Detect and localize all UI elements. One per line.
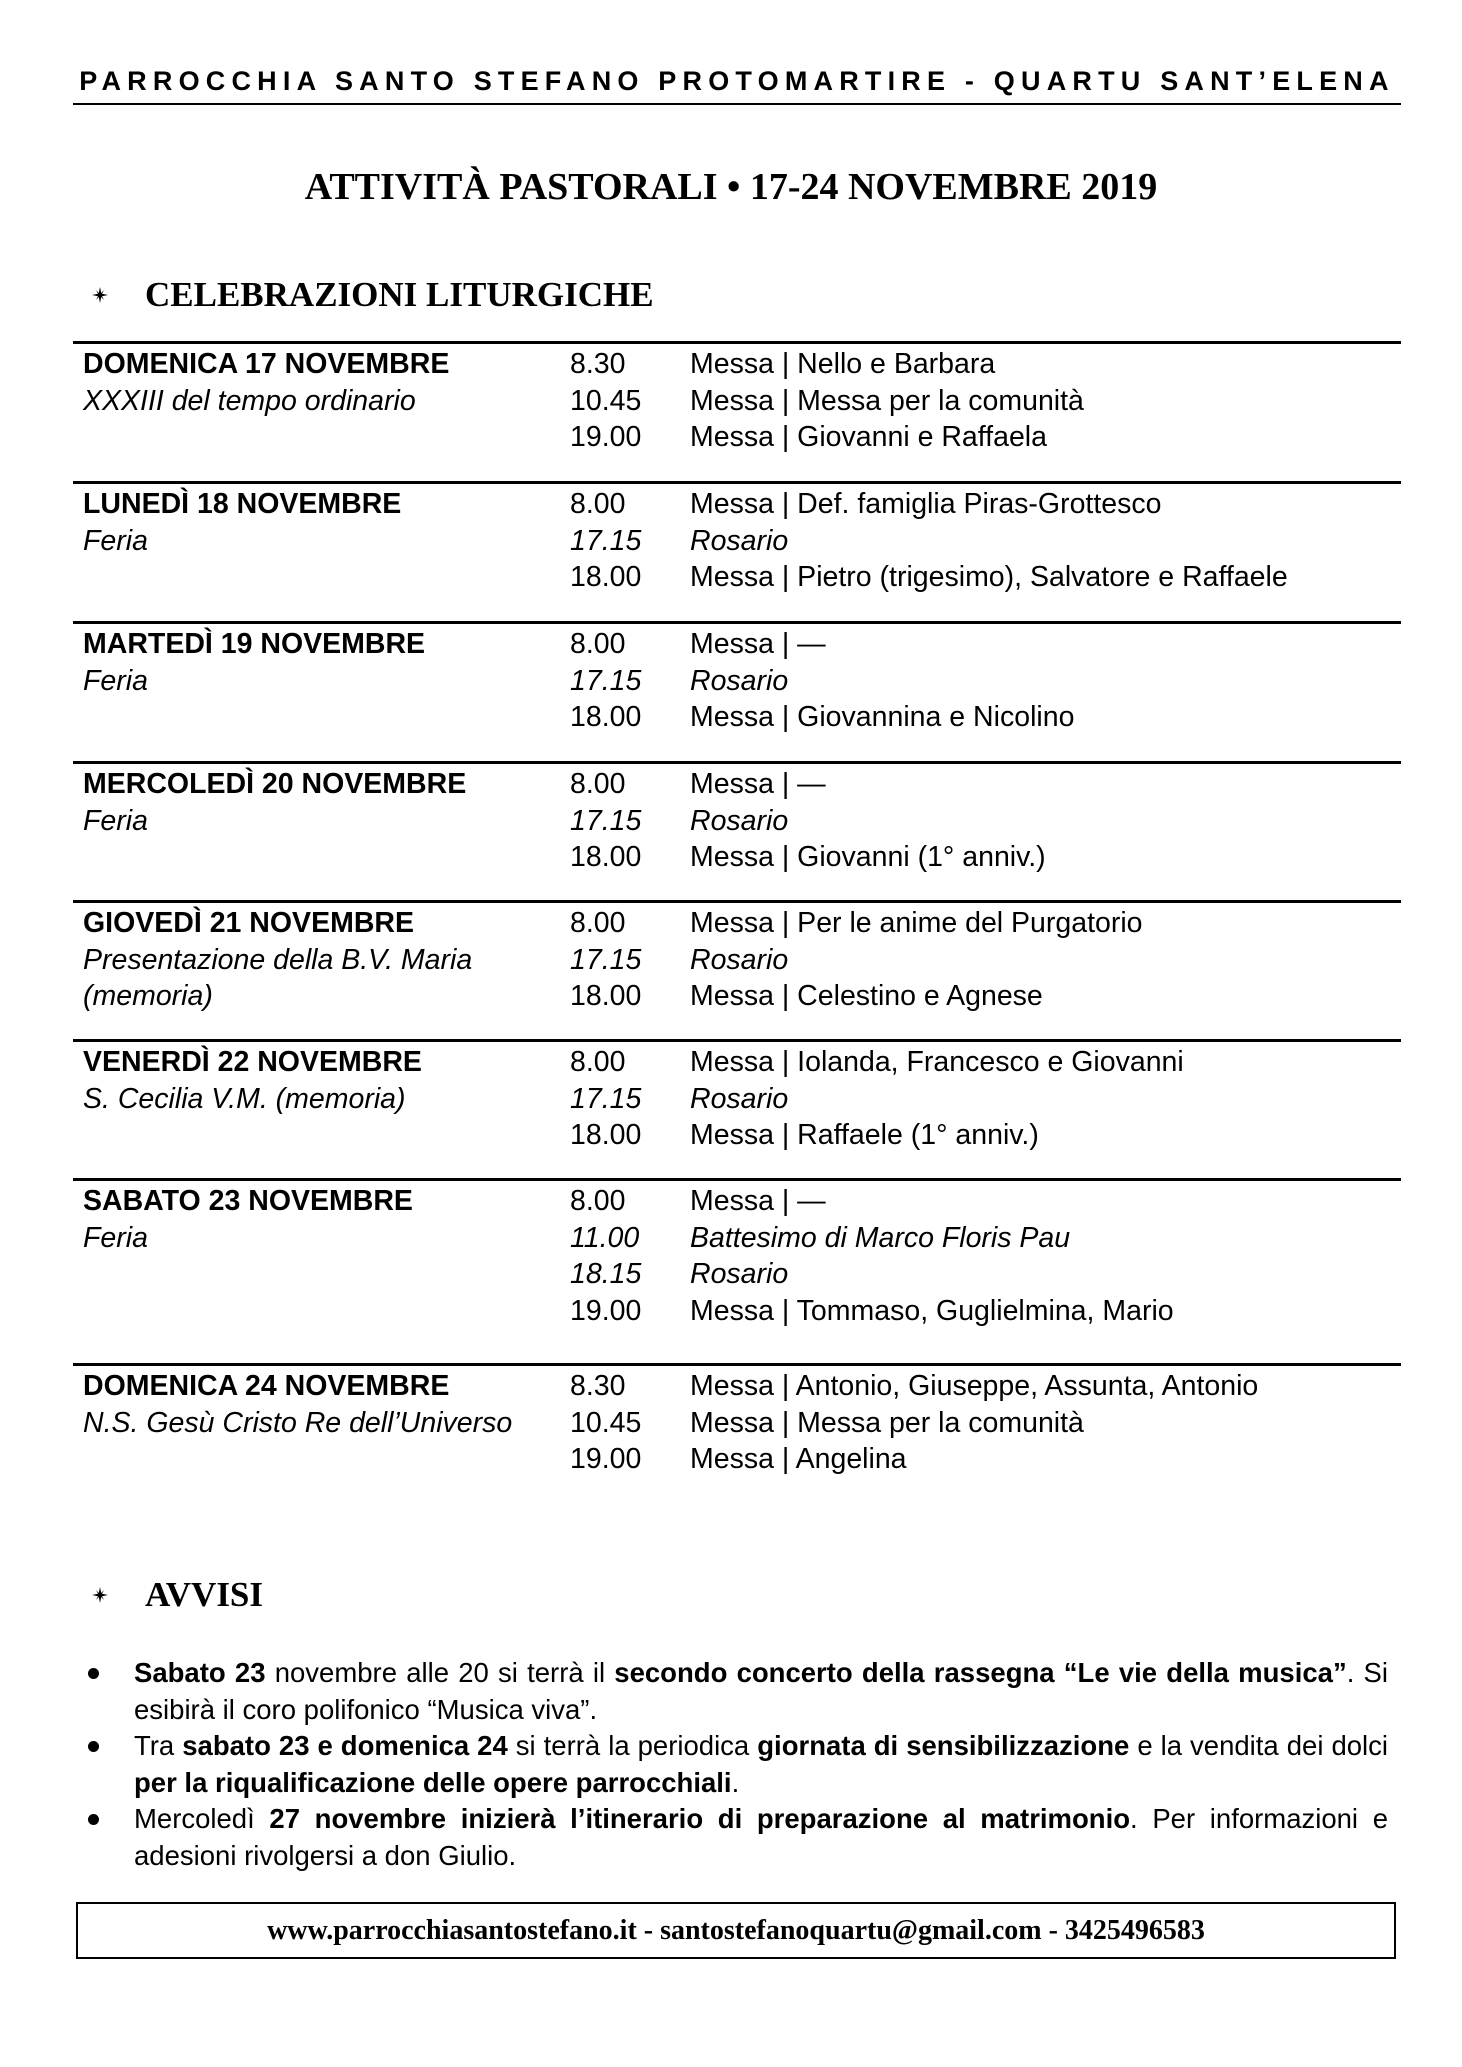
event-description: Messa | Tommaso, Guglielmina, Mario xyxy=(690,1294,1174,1327)
day-subtitle: Presentazione della B.V. Maria xyxy=(83,943,473,976)
event-description: Rosario xyxy=(690,1082,789,1115)
day-subtitle: N.S. Gesù Cristo Re dell’Universo xyxy=(83,1406,513,1439)
event-time: 17.15 xyxy=(570,1082,642,1115)
event-time: 8.00 xyxy=(570,907,626,939)
notice-text: . xyxy=(731,1766,740,1798)
event-time: 8.30 xyxy=(570,348,626,380)
event-time: 8.00 xyxy=(570,1185,626,1217)
event-description: Messa | — xyxy=(690,768,826,800)
day-name: MARTEDÌ 19 NOVEMBRE xyxy=(83,628,426,660)
event-description: Messa | Def. famiglia Piras-Grottesco xyxy=(690,488,1162,520)
day-name: MERCOLEDÌ 20 NOVEMBRE xyxy=(83,768,467,800)
event-description: Messa | Raffaele (1° anniv.) xyxy=(690,1119,1039,1151)
star-icon xyxy=(90,1585,110,1605)
event-time: 10.45 xyxy=(570,1406,642,1439)
event-description: Rosario xyxy=(690,664,789,697)
day-block xyxy=(73,341,1401,484)
event-description: Messa | Angelina xyxy=(690,1443,907,1475)
notice-text: novembre alle 20 si terrà il xyxy=(265,1657,615,1688)
event-time: 18.00 xyxy=(570,561,642,593)
day-block xyxy=(73,621,1401,764)
notice-item xyxy=(88,1801,1388,1874)
bullet-icon xyxy=(88,1814,99,1825)
notice-text: si terrà la periodica xyxy=(507,1730,758,1761)
notice-text: . Per informazioni e adesioni rivolgersi a don Giulio. xyxy=(134,1803,1388,1871)
notice-emphasis: sabato 23 e domenica 24 xyxy=(182,1730,508,1761)
event-description: Battesimo di Marco Floris Pau xyxy=(690,1221,1071,1254)
day-subtitle: XXXIII del tempo ordinario xyxy=(83,384,416,417)
event-description: Messa | Iolanda, Francesco e Giovanni xyxy=(690,1046,1184,1078)
event-time: 19.00 xyxy=(570,1443,642,1475)
event-time: 8.00 xyxy=(570,1046,626,1078)
day-name: SABATO 23 NOVEMBRE xyxy=(83,1185,413,1217)
event-time: 17.15 xyxy=(570,804,642,837)
section-title: CELEBRAZIONI LITURGICHE xyxy=(145,275,654,314)
day-block xyxy=(73,1178,1401,1357)
event-description: Messa | Giovanni (1° anniv.) xyxy=(690,841,1046,873)
event-time: 8.30 xyxy=(570,1370,626,1402)
section-celebrations-heading xyxy=(90,275,654,315)
page-title: ATTIVITÀ PASTORALI • 17-24 NOVEMBRE 2019 xyxy=(304,166,1158,208)
bullet-icon xyxy=(88,1668,99,1679)
event-time: 18.00 xyxy=(570,841,642,873)
event-time: 17.15 xyxy=(570,664,642,697)
event-time: 18.00 xyxy=(570,1119,642,1151)
day-block xyxy=(73,761,1401,904)
event-description: Messa | Antonio, Giuseppe, Assunta, Antonio xyxy=(690,1370,1259,1402)
event-time: 17.15 xyxy=(570,524,642,557)
event-description: Messa | Messa per la comunità xyxy=(690,1406,1084,1439)
star-icon xyxy=(90,285,110,305)
event-time: 19.00 xyxy=(570,1294,642,1327)
event-time: 8.00 xyxy=(570,628,626,660)
notice-emphasis: Sabato 23 xyxy=(134,1657,266,1688)
event-description: Messa | Messa per la comunità xyxy=(690,384,1084,417)
notice-text: Mercoledì xyxy=(134,1803,270,1834)
notice-text: Tra xyxy=(134,1730,183,1761)
day-block xyxy=(73,1039,1401,1182)
day-block xyxy=(73,900,1401,1043)
header-divider xyxy=(73,103,1401,105)
bullet-icon xyxy=(88,1741,99,1752)
notice-emphasis: per la riqualificazione delle opere parrocchiali xyxy=(134,1766,732,1798)
day-block xyxy=(73,481,1401,624)
notice-emphasis: secondo concerto della rassegna “Le vie della musica” xyxy=(614,1657,1347,1688)
event-description: Messa | — xyxy=(690,628,826,660)
event-time: 11.00 xyxy=(570,1221,640,1254)
event-time: 8.00 xyxy=(570,768,626,800)
day-subtitle: Feria xyxy=(83,524,148,557)
section-notices-heading xyxy=(90,1575,263,1615)
day-subtitle: (memoria) xyxy=(83,980,213,1012)
event-description: Messa | Giovanni e Raffaela xyxy=(690,421,1047,453)
event-description: Messa | Pietro (trigesimo), Salvatore e Raffaele xyxy=(690,561,1288,593)
notice-text: e la vendita dei dolci xyxy=(1129,1730,1388,1761)
event-description: Messa | Nello e Barbara xyxy=(690,348,996,380)
event-description: Messa | — xyxy=(690,1185,826,1217)
event-time: 18.00 xyxy=(570,701,642,733)
day-name: DOMENICA 24 NOVEMBRE xyxy=(83,1370,450,1402)
event-time: 8.00 xyxy=(570,488,626,520)
event-description: Rosario xyxy=(690,1258,789,1290)
day-subtitle: Feria xyxy=(83,804,148,837)
notice-item xyxy=(88,1728,1388,1801)
notices-list xyxy=(88,1655,1388,1874)
notice-text: . Si esibirà il coro polifonico “Musica viva”. xyxy=(134,1657,1388,1725)
day-subtitle: Feria xyxy=(83,1221,148,1254)
day-name: DOMENICA 17 NOVEMBRE xyxy=(83,348,450,380)
event-description: Messa | Per le anime del Purgatorio xyxy=(690,907,1143,939)
event-description: Rosario xyxy=(690,804,789,837)
day-name: LUNEDÌ 18 NOVEMBRE xyxy=(83,488,402,520)
notice-emphasis: giornata di sensibilizzazione xyxy=(757,1730,1130,1761)
parish-header: PARROCCHIA SANTO STEFANO PROTOMARTIRE - QUARTU SANT’ELENA xyxy=(79,66,1395,96)
day-subtitle: Feria xyxy=(83,664,148,697)
event-time: 10.45 xyxy=(570,384,642,417)
event-time: 19.00 xyxy=(570,421,642,453)
day-name: GIOVEDÌ 21 NOVEMBRE xyxy=(83,907,414,939)
day-name: VENERDÌ 22 NOVEMBRE xyxy=(83,1046,422,1078)
section-title: AVVISI xyxy=(145,1575,264,1614)
footer-contact: www.parrocchiasantostefano.it - santostefanoquartu@gmail.com - 3425496583 xyxy=(76,1902,1396,1959)
notice-item xyxy=(88,1655,1388,1728)
event-time: 18.15 xyxy=(570,1258,642,1290)
day-block xyxy=(73,1363,1401,1506)
event-description: Messa | Giovannina e Nicolino xyxy=(690,701,1075,733)
event-description: Rosario xyxy=(690,943,789,976)
event-description: Messa | Celestino e Agnese xyxy=(690,980,1043,1012)
day-subtitle: S. Cecilia V.M. (memoria) xyxy=(83,1082,406,1115)
event-time: 18.00 xyxy=(570,980,642,1012)
event-time: 17.15 xyxy=(570,943,642,976)
notice-emphasis: 27 novembre inizierà l’itinerario di preparazione al matrimonio xyxy=(269,1803,1131,1834)
event-description: Rosario xyxy=(690,524,789,557)
